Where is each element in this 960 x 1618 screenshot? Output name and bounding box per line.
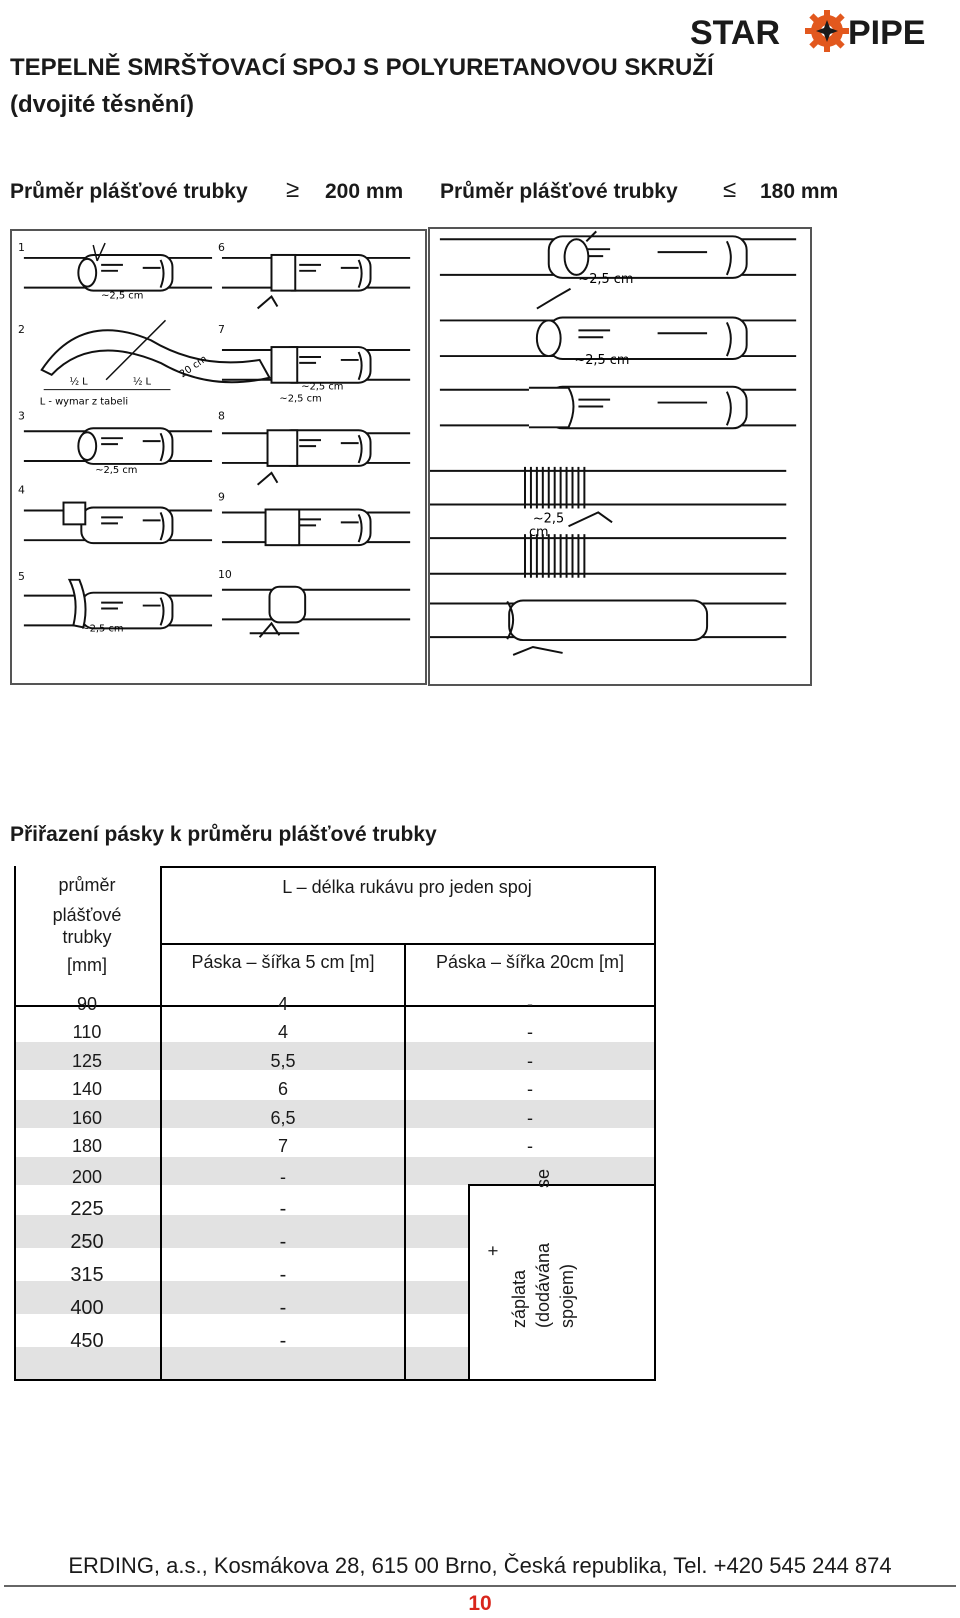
col-tape20-header: Páska – šířka 20cm [m]	[435, 952, 625, 972]
merged-note-line3: spojem)	[557, 1263, 577, 1328]
cell-tape5: -	[280, 1167, 286, 1187]
header-line-4: [mm]	[67, 955, 107, 975]
cell-tape20: -	[527, 1136, 533, 1156]
page-number: 10	[468, 1592, 492, 1615]
cell-tape5: 4	[277, 1022, 288, 1042]
document-title	[10, 49, 714, 123]
l-note-label: L - wymar z tabeli	[39, 396, 129, 408]
step-number-4: 4	[17, 483, 25, 497]
cell-tape5: 6	[277, 1079, 288, 1099]
cell-tape5: -	[279, 1297, 287, 1319]
cell-diameter: 250	[70, 1231, 104, 1253]
cell-tape20: -	[527, 1108, 533, 1128]
step-number-3: 3	[17, 409, 25, 423]
dim-label-step3: ~2,5 cm	[95, 464, 138, 476]
group-header: L – délka rukávu pro jeden spoj	[282, 877, 532, 897]
cell-tape5: -	[279, 1198, 287, 1220]
cell-tape5: 7	[277, 1136, 288, 1156]
dim-label-step1: ~2,5 cm	[101, 290, 144, 302]
left-diameter-value: 200 mm	[325, 180, 404, 203]
header-line-1: průměr	[58, 875, 116, 895]
right-illustration-panel	[428, 227, 812, 686]
header-line-2: plášťové	[52, 905, 122, 925]
right-diameter-value: 180 mm	[760, 180, 839, 203]
star-gear-icon	[805, 10, 849, 52]
cell-diameter: 160	[71, 1108, 103, 1128]
step-number-8: 8	[218, 409, 225, 423]
dim-label-b: ~2,5 cm	[574, 352, 630, 368]
cell-diameter: 200	[71, 1167, 103, 1187]
width-20-label: 20 cm	[177, 353, 210, 381]
cell-tape20: -	[527, 1051, 533, 1071]
col-diameter-header	[14, 874, 160, 976]
half-l-label-a: ½ L	[69, 376, 88, 388]
greater-equal-symbol: ≥	[286, 176, 300, 203]
cell-diameter: 110	[72, 1022, 102, 1042]
footer-address: ERDING, a.s., Kosmákova 28, 615 00 Brno, Česká republika, Tel. +420 545 244 874	[68, 1553, 892, 1578]
left-steps-illustration	[12, 231, 425, 683]
dim-label-c2: cm	[528, 525, 549, 541]
right-steps-illustration	[430, 229, 810, 684]
header-line-3: trubky	[62, 927, 112, 947]
cell-tape5: -	[279, 1231, 287, 1253]
cell-tape5: -	[279, 1330, 287, 1352]
less-equal-symbol: ≤	[723, 176, 737, 203]
cell-tape20: -	[527, 1022, 533, 1042]
tape-assignment-table	[14, 866, 656, 1386]
cell-tape5: 6,5	[270, 1108, 296, 1128]
cell-diameter: 450	[70, 1330, 104, 1352]
step-number-2: 2	[17, 323, 25, 337]
step-number-7: 7	[218, 323, 225, 337]
section-title: Přiřazení pásky k průměru plášťové trubky	[10, 823, 437, 846]
step-number-1: 1	[17, 240, 25, 254]
step-number-6: 6	[218, 240, 225, 254]
dim-label-step5: ~2,5 cm	[81, 623, 124, 635]
cell-diameter: 140	[71, 1079, 103, 1099]
merged-note-line1: záplata	[509, 1269, 529, 1328]
cell-tape5: 4	[277, 994, 288, 1014]
cell-diameter: 180	[71, 1136, 103, 1156]
starpipe-logo	[690, 10, 952, 52]
step-number-5: 5	[17, 569, 25, 583]
half-l-label-b: ½ L	[132, 376, 152, 388]
merged-note-plus: +	[483, 1245, 503, 1256]
col-tape5-header: Páska – šířka 5 cm [m]	[191, 952, 375, 972]
cell-diameter: 400	[70, 1297, 104, 1319]
dim-label-c1: ~2,5	[532, 511, 565, 527]
logo-text-right: PIPE	[848, 14, 926, 52]
right-diameter-label: Průměr plášťové trubky	[440, 180, 678, 203]
dim-label-step7a: ~2,5 cm	[301, 381, 344, 393]
cell-tape20: -	[527, 994, 533, 1014]
step-number-9: 9	[218, 490, 225, 504]
title-line-1: TEPELNĚ SMRŠŤOVACÍ SPOJ S POLYURETANOVOU SKRUŽÍ	[10, 54, 714, 81]
cell-tape5: -	[279, 1264, 287, 1286]
dim-label-step7b: ~2,5 cm	[279, 393, 322, 405]
footer-divider	[4, 1585, 956, 1587]
cell-diameter: 90	[76, 994, 98, 1014]
title-line-2: (dvojité těsnění)	[10, 91, 195, 118]
cell-diameter: 125	[71, 1051, 103, 1071]
dim-label-a: ~2,5 cm	[578, 271, 634, 287]
left-diameter-label: Průměr plášťové trubky	[10, 180, 248, 203]
merged-note-top: se	[533, 1168, 553, 1188]
cell-diameter: 225	[70, 1198, 104, 1220]
merged-note-line2: (dodávána	[533, 1242, 553, 1328]
logo-text-left: STAR	[690, 14, 781, 52]
cell-diameter: 315	[70, 1264, 104, 1286]
cell-tape20: -	[527, 1079, 533, 1099]
step-number-10: 10	[218, 567, 232, 581]
cell-tape5: 5,5	[270, 1051, 296, 1071]
left-illustration-panel	[10, 229, 427, 685]
